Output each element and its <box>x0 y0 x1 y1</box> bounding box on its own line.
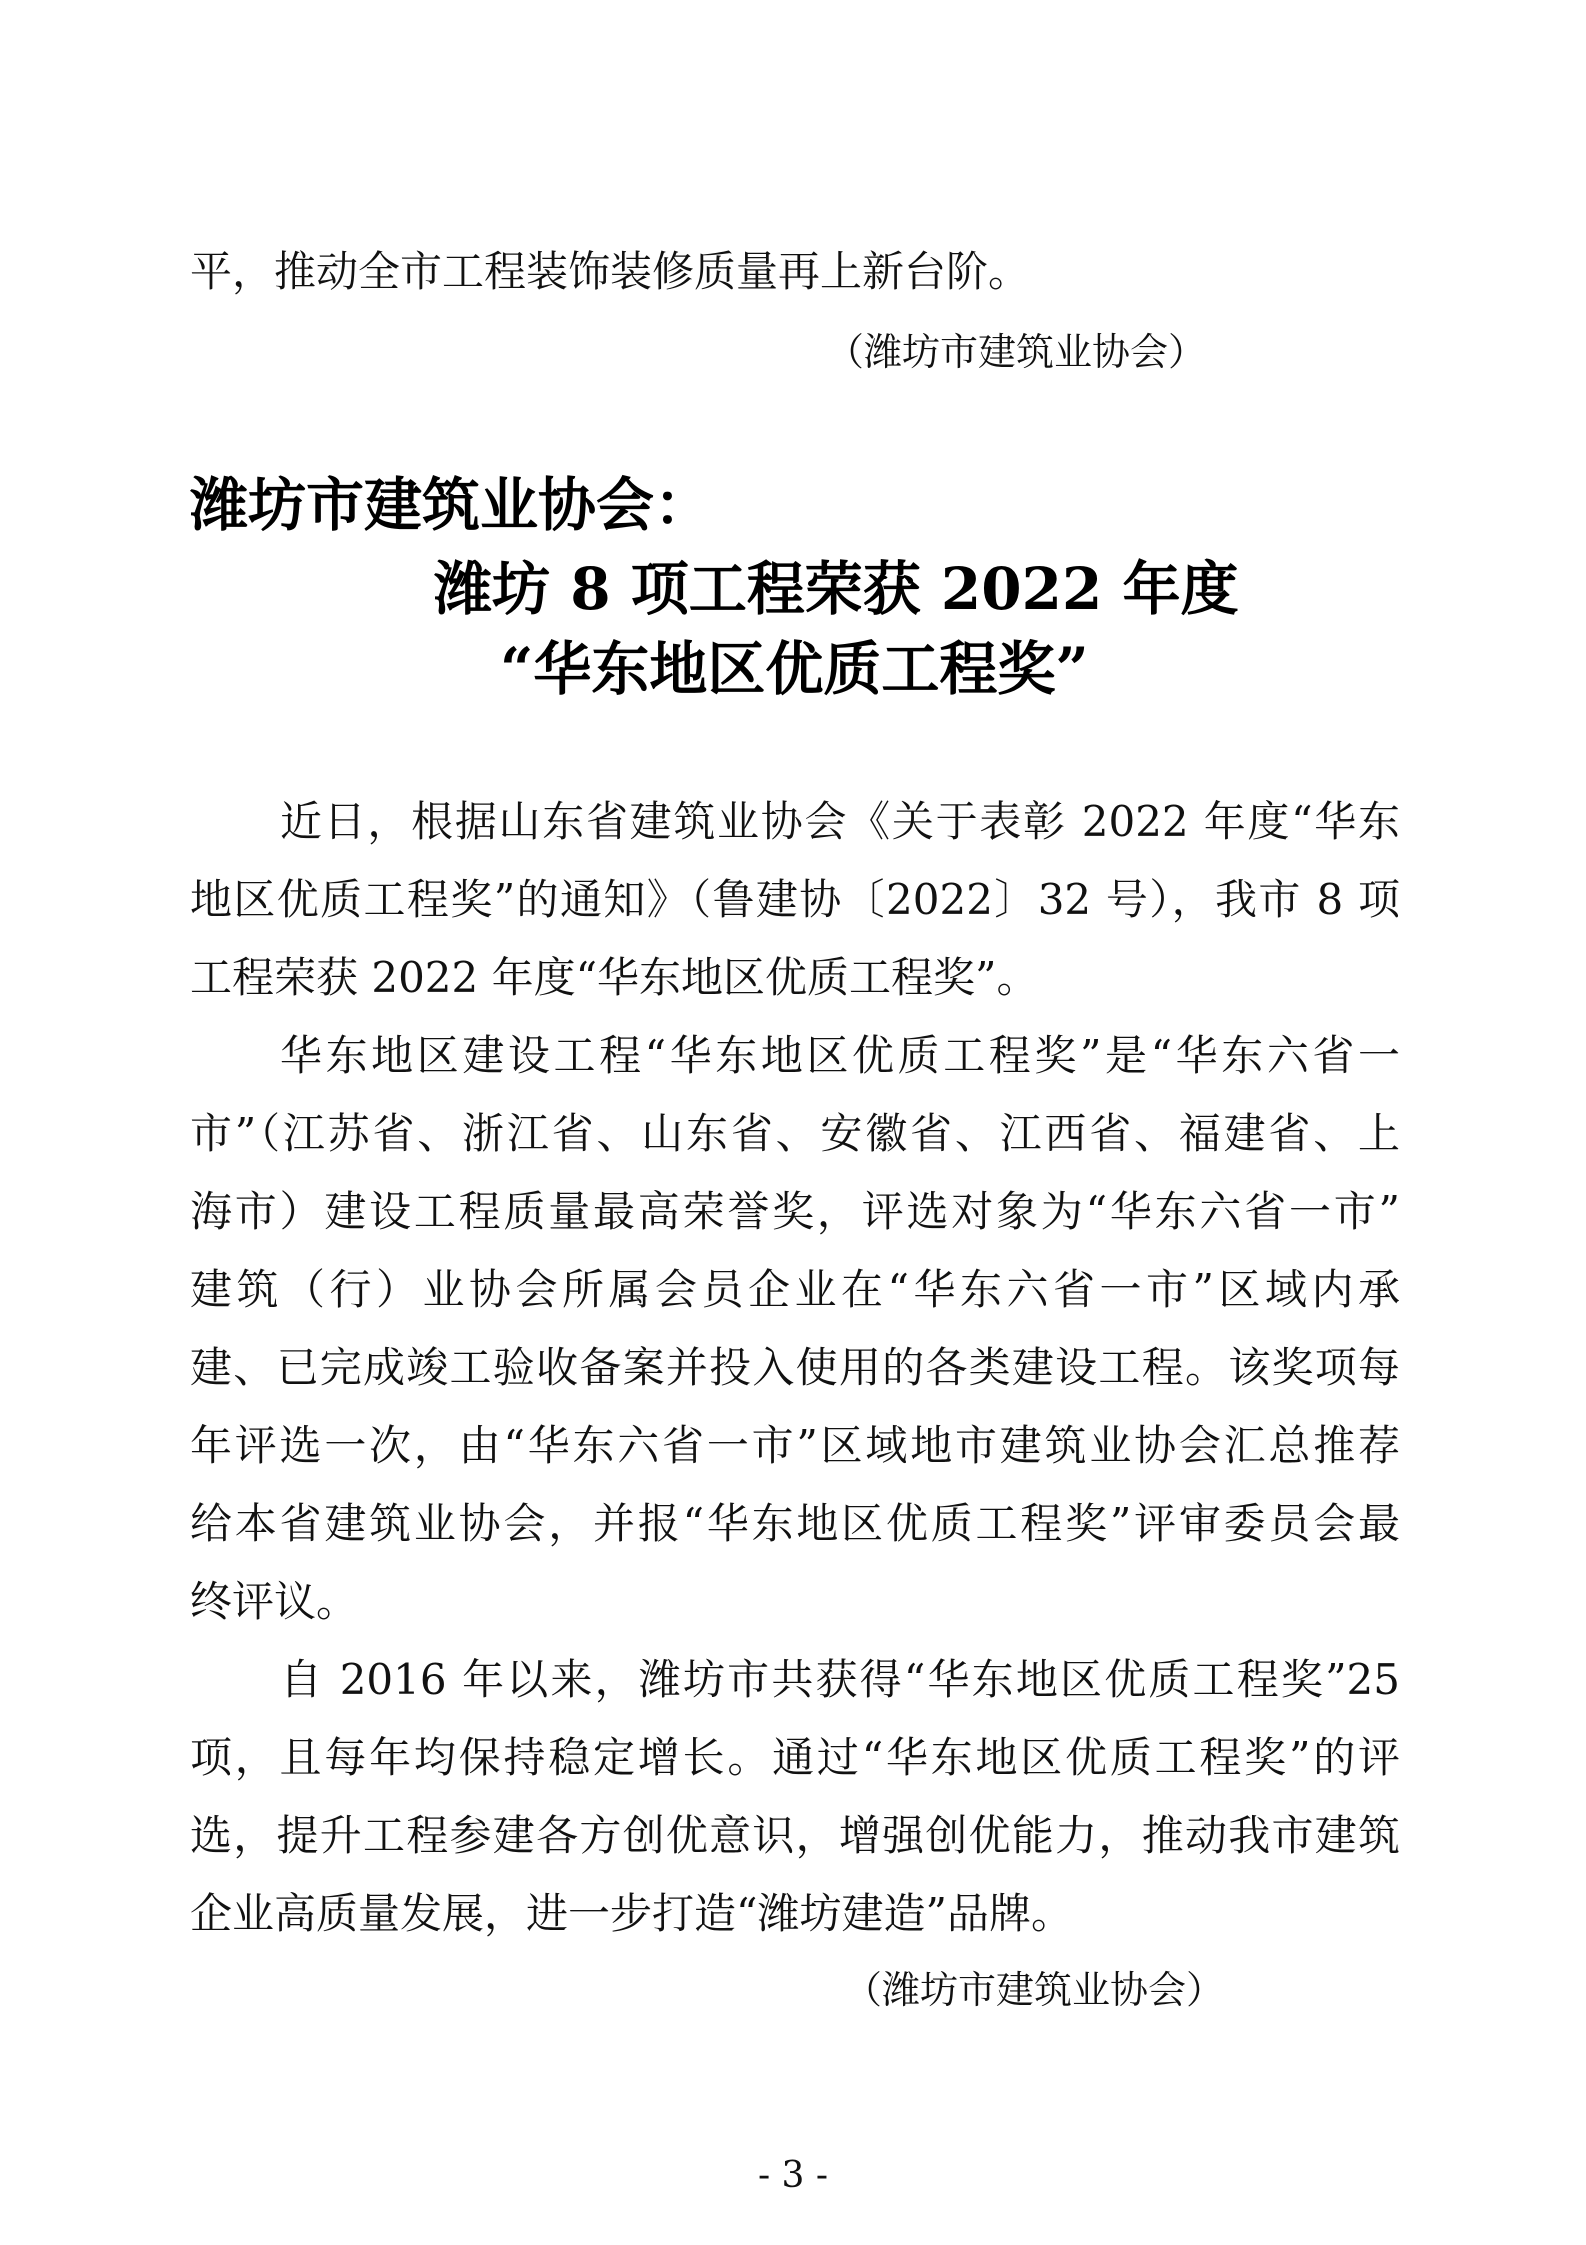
article-title-line-2: 潍坊 8 项工程荣获 2022 年度 <box>434 555 1239 623</box>
article-source: （潍坊市建筑业协会） <box>844 1968 1225 2012</box>
paragraph-2-line: 终评议。 <box>190 1577 359 1626</box>
paragraph-2-line: 给本省建筑业协会，并报“华东地区优质工程奖”评审委员会最 <box>190 1499 1400 1548</box>
paragraph-3-line: 项，且每年均保持稳定增长。通过“华东地区优质工程奖”的评 <box>190 1733 1400 1782</box>
paragraph-2-line: 年评选一次，由“华东六省一市”区域地市建筑业协会汇总推荐 <box>190 1421 1400 1470</box>
paragraph-1-line: 近日，根据山东省建筑业协会《关于表彰 2022 年度“华东 <box>280 797 1400 846</box>
paragraph-1-line: 工程荣获 2022 年度“华东地区优质工程奖”。 <box>190 953 1039 1002</box>
article-title-line-1: 潍坊市建筑业协会： <box>190 471 713 539</box>
previous-article-source: （潍坊市建筑业协会） <box>826 330 1207 374</box>
paragraph-3-line: 选，提升工程参建各方创优意识，增强创优能力，推动我市建筑 <box>190 1811 1400 1860</box>
paragraph-2-line: 海市）建设工程质量最高荣誉奖，评选对象为“华东六省一市” <box>190 1187 1400 1236</box>
paragraph-1-line: 地区优质工程奖”的通知》（鲁建协〔2022〕32 号），我市 8 项 <box>190 875 1400 924</box>
paragraph-2-line: 建筑（行）业协会所属会员企业在“华东六省一市”区域内承 <box>190 1265 1400 1314</box>
page-number: - 3 - <box>757 2155 829 2196</box>
paragraph-3-line: 自 2016 年以来，潍坊市共获得“华东地区优质工程奖”25 <box>280 1655 1400 1704</box>
paragraph-2-line: 市”（江苏省、浙江省、山东省、安徽省、江西省、福建省、上 <box>190 1109 1400 1158</box>
article-title-line-3: “华东地区优质工程奖” <box>500 635 1089 703</box>
paragraph-2-line: 华东地区建设工程“华东地区优质工程奖”是“华东六省一 <box>280 1031 1400 1080</box>
previous-article-closing-line: 平，推动全市工程装饰装修质量再上新台阶。 <box>190 247 1031 296</box>
paragraph-2-line: 建、已完成竣工验收备案并投入使用的各类建设工程。该奖项每 <box>190 1343 1400 1392</box>
paragraph-3-line: 企业高质量发展，进一步打造“潍坊建造”品牌。 <box>190 1889 1073 1938</box>
